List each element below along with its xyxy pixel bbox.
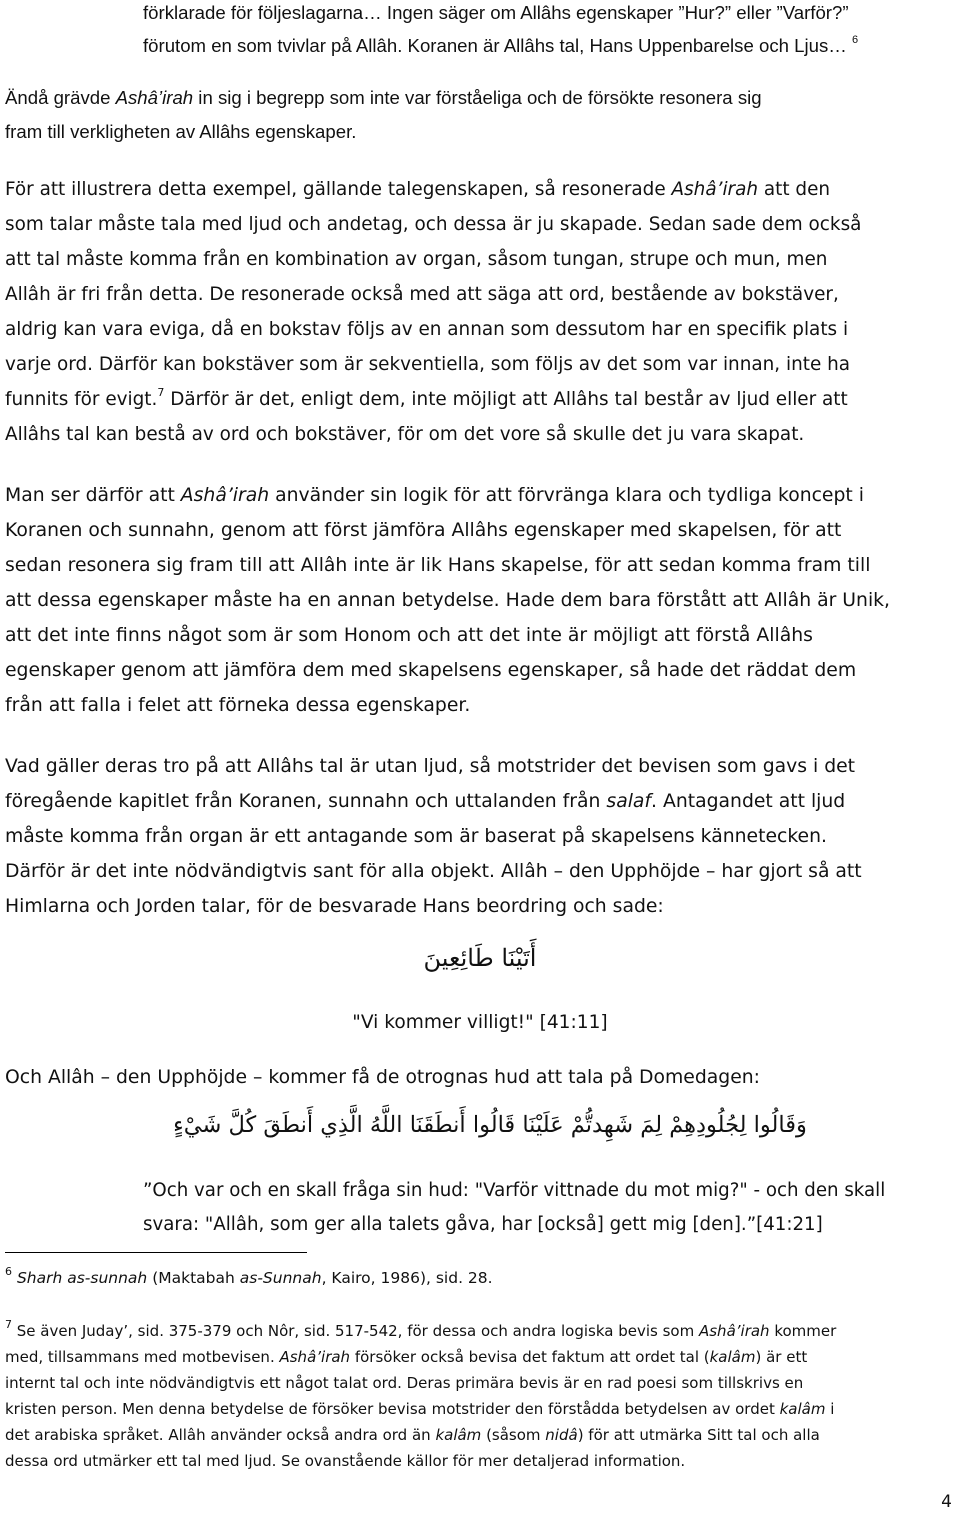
paragraph-3-line-3: sedan resonera sig fram till att Allâh inte är lik Hans skapelse, för att sedan komma fram till xyxy=(5,555,871,576)
p3-l1-em: Ashâ’irah xyxy=(180,485,270,506)
paragraph-1 xyxy=(5,81,955,149)
p2-l7-text-a: funnits för evigt. xyxy=(5,389,158,410)
footnote-6-title: Sharh as-sunnah xyxy=(16,1269,148,1287)
fn7-l2-em-2: kalâm xyxy=(709,1348,756,1366)
footnote-6-text-2: , Kairo, 1986), sid. 28. xyxy=(321,1269,493,1287)
paragraph-2-line-6: varje ord. Därför kan bokstäver som är sekventiella, som följs av det som var innan, inte ha xyxy=(5,354,851,375)
paragraph-1-line-2: fram till verkligheten av Allâhs egenskaper. xyxy=(5,121,357,142)
paragraph-3-line-1 xyxy=(5,478,955,513)
paragraph-2-line-4: Allâh är fri från detta. De resonerade också med att säga att ord, bestående av bokstäver, xyxy=(5,284,839,305)
footnote-7-line-2 xyxy=(5,1344,955,1370)
verse-1-arabic: أَتَيْنَا طَائِعِينَ xyxy=(423,944,537,972)
footnote-7-line-6: dessa ord utmärker ett tal med ljud. Se ovanstående källor för mer detaljerad information. xyxy=(5,1452,686,1470)
p4-l2-em: salaf xyxy=(606,791,652,812)
footnote-7-line-3: internt tal och inte nödvändigtvis ett något talat ord. Deras primära bevis är en rad poesi som tillskrivs en xyxy=(5,1374,804,1392)
footnote-7-line-5 xyxy=(5,1422,955,1448)
footnote-6-publisher: as-Sunnah xyxy=(239,1269,322,1287)
p2-l1-em: Ashâ’irah xyxy=(671,179,759,200)
fn7-l1-text-b: kommer xyxy=(769,1322,837,1340)
p2-l7-text-b: Därför är det, enligt dem, inte möjligt att Allâhs tal består av ljud eller att xyxy=(164,389,848,410)
paragraph-5: Och Allâh – den Upphöjde – kommer få de otrognas hud att tala på Domedagen: xyxy=(5,1067,761,1088)
p3-l1-text-b: använder sin logik för att förvränga klara och tydliga koncept i xyxy=(269,485,864,506)
fn7-l1-em: Ashâ’irah xyxy=(698,1322,770,1340)
paragraph-2-line-8: Allâhs tal kan bestå av ord och bokstäver, för om det vore så skulle det ju vara skapat. xyxy=(5,424,805,445)
paragraph-2-line-2: som talar måste tala med ljud och andetag, och dessa är ju skapade. Sedan sade dem också xyxy=(5,214,862,235)
fn7-l5-em: kalâm xyxy=(435,1426,482,1444)
footnote-7-line-1 xyxy=(5,1318,955,1344)
paragraph-2-line-7 xyxy=(5,382,955,417)
fn7-l4-text-a: kristen person. Men denna betydelse de försöker bevisa motstrider den förstådda betydelsen av ordet xyxy=(5,1400,780,1418)
verse-2-line-1: ”Och var och en skall fråga sin hud: "Varför vittnade du mot mig?" - och den skall xyxy=(143,1180,886,1201)
footnote-6-number: 6 xyxy=(5,1264,12,1278)
fn7-l4-text-b: i xyxy=(825,1400,835,1418)
footnote-7-number: 7 xyxy=(5,1318,12,1331)
fn7-l5-text-c: ) för att utmärka Sitt tal och alla xyxy=(577,1426,820,1444)
fn7-l5-text-b: (såsom xyxy=(481,1426,546,1444)
footnote-7-line-4 xyxy=(5,1396,955,1422)
footnote-6-text-1: (Maktabah xyxy=(147,1269,240,1287)
paragraph-4 xyxy=(5,749,955,924)
p2-l1-text-b: att den xyxy=(758,179,831,200)
fn7-l5-em-2: nidâ xyxy=(545,1426,578,1444)
paragraph-1-line-1 xyxy=(5,81,955,115)
paragraph-3-line-6: egenskaper genom att jämföra dem med skapelsens egenskaper, så hade det räddat dem xyxy=(5,660,857,681)
top-fragment-line-1: förklarade för följeslagarna… Ingen säger om Allâhs egenskaper ”Hur?” eller ”Varför?” xyxy=(143,2,849,23)
top-fragment-line-2 xyxy=(143,29,953,62)
paragraph-3-line-4: att dessa egenskaper måste ha en annan betydelse. Hade dem bara förstått att Allâh är Unik, xyxy=(5,590,891,611)
fn7-l1-text-a: Se även Juday’, sid. 375-379 och Nôr, sid. 517-542, för dessa och andra logiska bevis som xyxy=(12,1322,699,1340)
fn7-l2-text-a: med, tillsammans med motbevisen. xyxy=(5,1348,280,1366)
fn7-l2-text-b: försöker också bevisa det faktum att ordet tal ( xyxy=(350,1348,710,1366)
p1-text-b: in sig i begrepp som inte var förståeliga och de försökte resonera sig xyxy=(193,87,762,108)
paragraph-2-line-1 xyxy=(5,172,955,207)
paragraph-4-line-2 xyxy=(5,784,955,819)
verse-2-line-2: svara: "Allâh, som ger alla talets gåva, har [också] gett mig [den].”[41:21] xyxy=(143,1214,823,1235)
footnote-separator xyxy=(5,1252,307,1253)
fn7-l5-text-a: det arabiska språket. Allâh använder också andra ord än xyxy=(5,1426,436,1444)
verse-2-translation xyxy=(143,1174,953,1242)
verse-2-arabic: وَقَالُوا لِجُلُودِهِمْ لِمَ شَهِدتُّمْ عَلَيْنَا قَالُوا أَنطَقَنَا اللَّهُ الَّذِي أَنطَقَ كُلَّ شَيْءٍ xyxy=(173,1112,807,1138)
p2-l1-text-a: För att illustrera detta exempel, gällande talegenskapen, så resonerade xyxy=(5,179,672,200)
fn7-l4-em: kalâm xyxy=(779,1400,826,1418)
paragraph-3-line-5: att det inte finns något som är som Honom och att det inte är möjligt att förstå Allâhs xyxy=(5,625,813,646)
p4-l2-text-a: föregående kapitlet från Koranen, sunnahn och uttalanden från xyxy=(5,791,607,812)
footnote-ref-7: 7 xyxy=(157,385,165,399)
fn7-l2-text-c: ) är ett xyxy=(755,1348,808,1366)
footnote-ref-6: 6 xyxy=(852,33,859,46)
p1-text-a: Ändå grävde xyxy=(5,87,116,108)
footnote-6-line xyxy=(5,1265,955,1291)
page-number: 4 xyxy=(941,1492,952,1512)
footnote-6 xyxy=(5,1265,955,1291)
paragraph-3-line-2: Koranen och sunnahn, genom att först jämföra Allâhs egenskaper med skapelsen, för att xyxy=(5,520,842,541)
p4-l2-text-b: . Antagandet att ljud xyxy=(651,791,846,812)
paragraph-3 xyxy=(5,478,955,723)
paragraph-4-line-1: Vad gäller deras tro på att Allâhs tal är utan ljud, så motstrider det bevisen som gavs i det xyxy=(5,756,856,777)
paragraph-4-line-5: Himlarna och Jorden talar, för de besvarade Hans beordring och sade: xyxy=(5,896,664,917)
paragraph-2-line-3: att tal måste komma från en kombination av organ, såsom tungan, strupe och mun, men xyxy=(5,249,828,270)
paragraph-2-line-5: aldrig kan vara eviga, då en bokstav följs av en annan som dessutom har en specifik plats i xyxy=(5,319,849,340)
p3-l1-text-a: Man ser därför att xyxy=(5,485,181,506)
paragraph-4-line-3: måste komma från organ är ett antagande som är baserat på skapelsens kännetecken. xyxy=(5,826,827,847)
paragraph-4-line-4: Därför är det inte nödvändigtvis sant för alla objekt. Allâh – den Upphöjde – har gjort så att xyxy=(5,861,862,882)
footnote-7 xyxy=(5,1318,955,1474)
paragraph-3-line-7: från att falla i felet att förneka dessa egenskaper. xyxy=(5,695,471,716)
paragraph-2 xyxy=(5,172,955,452)
p1-em: Ashâ’irah xyxy=(115,87,194,108)
fn7-l2-em: Ashâ’irah xyxy=(279,1348,351,1366)
verse-1-translation: "Vi kommer villigt!" [41:11] xyxy=(352,1012,608,1033)
top-fragment xyxy=(143,0,953,62)
top-fragment-line-2-text: förutom en som tvivlar på Allâh. Koranen är Allâhs tal, Hans Uppenbarelse och Ljus… xyxy=(143,35,847,56)
